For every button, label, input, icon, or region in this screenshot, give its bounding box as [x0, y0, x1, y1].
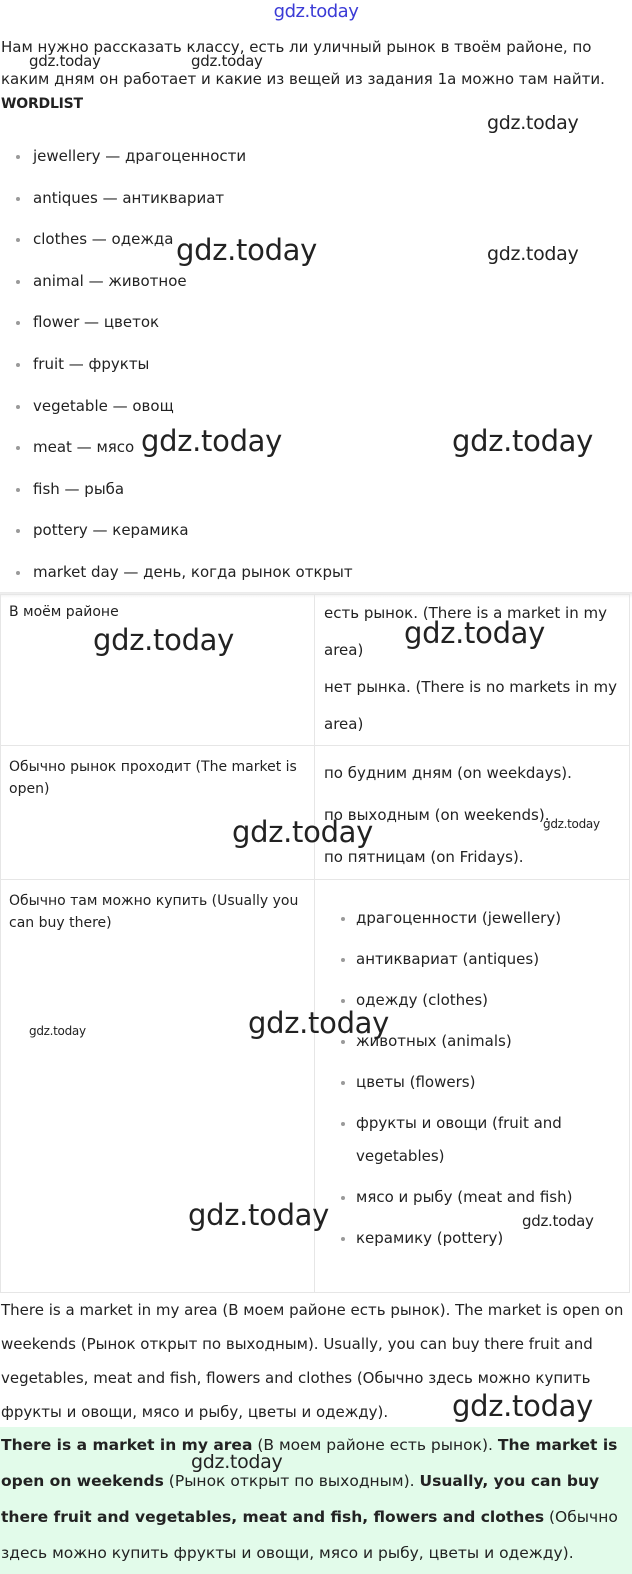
row-label-area: В моём районе: [9, 604, 119, 620]
goods-item: драгоценности (jewellery): [315, 898, 629, 939]
watermark: gdz.today: [452, 1389, 594, 1423]
row-label-buy: Обычно там можно купить (Usually you can buy there): [9, 893, 299, 931]
answer-highlight-paragraph: [0, 1427, 632, 1571]
goods-list: [315, 898, 629, 1259]
watermark: gdz.today: [232, 815, 374, 849]
table-cell-left: [1, 595, 315, 746]
wordlist-heading: WORDLIST: [1, 96, 83, 112]
wordlist-item: antiques — антиквариат: [0, 178, 632, 220]
goods-item: фрукты и овощи (fruit and vegetables): [315, 1103, 629, 1177]
goods-item: мясо и рыбу (meat and fish): [315, 1177, 629, 1218]
watermark: gdz.today: [29, 1024, 86, 1038]
option-no-market: нет рынка. (There is no markets in my area): [324, 678, 618, 733]
watermark: gdz.today: [248, 1006, 390, 1040]
wordlist-item: animal — животное: [0, 261, 632, 303]
option-weekdays: по будним дням (on weekdays).: [324, 764, 572, 782]
goods-item: цветы (flowers): [315, 1062, 629, 1103]
goods-item: антиквариат (antiques): [315, 939, 629, 980]
answer-paragraph: There is a market in my area (В моем районе есть рынок). The market is open on weekends (Рынок открыт по выходным). Usually, you can buy there fruit and vegetables, meat and fish, flowers and clothes (Обычно здесь можно купить фрукты и овощи, мясо и рыбу, цветы и одежду).: [1, 1301, 624, 1421]
site-logo[interactable]: gdz.today: [273, 1, 359, 22]
wordlist-item: meat — мясо: [0, 427, 632, 469]
answer-translation-2: (Рынок открыт по выходным).: [163, 1472, 420, 1490]
option-fridays: по пятницам (on Fridays).: [324, 848, 524, 866]
option-weekends: по выходным (on weekends).: [324, 806, 550, 824]
wordlist-item: pottery — керамика: [0, 510, 632, 552]
table-cell-right: [315, 746, 630, 880]
row-label-open: Обычно рынок проходит (The market is open): [9, 759, 297, 797]
watermark: gdz.today: [522, 1212, 594, 1230]
goods-item: керамику (pottery): [315, 1218, 629, 1259]
wordlist-item: jewellery — драгоценности: [0, 136, 632, 178]
option-market: есть рынок. (There is a market in my area): [324, 604, 607, 659]
goods-item: животных (animals): [315, 1021, 629, 1062]
watermark: gdz.today: [543, 817, 600, 831]
wordlist-item: flower — цветок: [0, 302, 632, 344]
wordlist-item: fish — рыба: [0, 469, 632, 511]
wordlist-item: fruit — фрукты: [0, 344, 632, 386]
watermark: gdz.today: [93, 623, 235, 657]
table-cell-left: [1, 746, 315, 880]
answer-sentence-2: The market is open on weekends: [1, 1436, 618, 1490]
watermark: gdz.today: [487, 112, 579, 134]
answer-sentence-1: There is a market in my area: [1, 1436, 253, 1454]
answer-sentence-3: Usually, you can buy there fruit and vegetables, meat and fish, flowers and clothes: [1, 1472, 600, 1526]
wordlist-item: clothes — одежда: [0, 219, 632, 261]
watermark: gdz.today: [404, 616, 546, 650]
watermark: gdz.today: [191, 1451, 283, 1473]
watermark: gdz.today: [141, 424, 283, 458]
watermark: gdz.today: [191, 52, 263, 70]
wordlist-item: market day — день, когда рынок открыт: [0, 552, 632, 594]
wordlist: [0, 136, 632, 594]
goods-item: одежду (clothes): [315, 980, 629, 1021]
watermark: gdz.today: [29, 52, 101, 70]
speaking-table: [0, 594, 630, 1293]
task-description: Нам нужно рассказать классу, есть ли уличный рынок в твоём районе, по каким дням он работает и какие из вещей из задания 1a можно там найти.: [1, 38, 605, 88]
watermark: gdz.today: [176, 233, 318, 267]
table-cell-right: [315, 880, 630, 1293]
wordlist-item: vegetable — овощ: [0, 386, 632, 428]
answer-translation-1: (В моем районе есть рынок).: [252, 1436, 498, 1454]
answer-translation-3: (Обычно здесь можно купить фрукты и овощи, мясо и рыбу, цветы и одежду).: [1, 1508, 618, 1562]
watermark: gdz.today: [487, 243, 579, 265]
table-row: [1, 746, 630, 880]
watermark: gdz.today: [452, 424, 594, 458]
watermark: gdz.today: [188, 1198, 330, 1232]
answer-highlight-box: [0, 1427, 632, 1574]
